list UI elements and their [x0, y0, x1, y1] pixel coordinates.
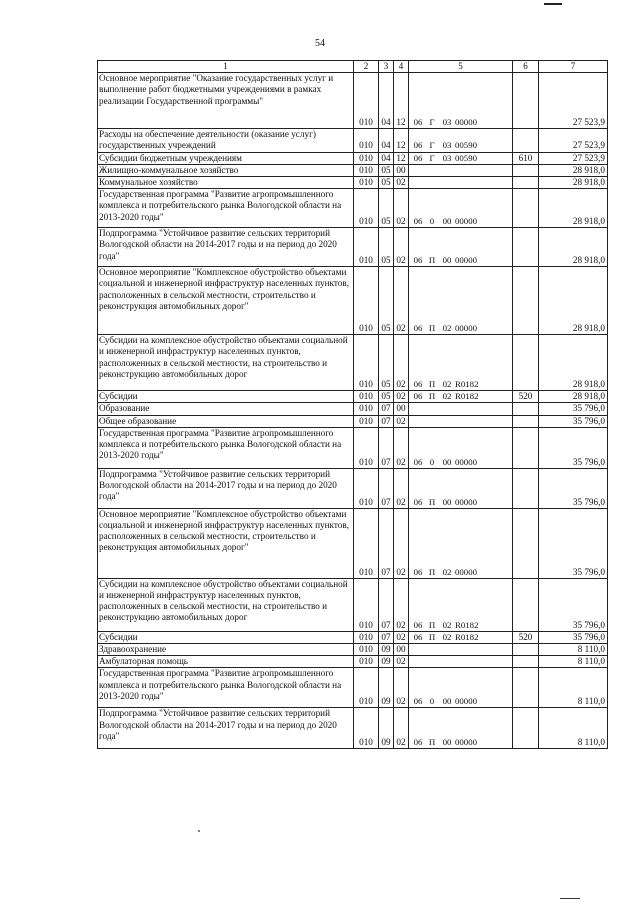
row-name-cell: Основное мероприятие "Комплексное обустройство объектами социальной и инженерной инфраструктур населенных пунктов, расположенных в сельской местности, строительство и реконструкция автомобильных дорог" [98, 508, 354, 578]
row-name-cell: Государственная программа "Развитие агропромышленного комплекса и потребительского рынка Вологодской области на 2013-2020 годы" [98, 668, 354, 708]
expense-type-cell [513, 656, 539, 668]
grbs-cell: 010 [354, 644, 379, 656]
header-cell: 3 [379, 61, 394, 73]
section-cell: 07 [379, 468, 394, 508]
table-row [98, 189, 608, 228]
subsection-cell: 12 [394, 129, 409, 152]
table-row [98, 578, 608, 631]
target-item-part: П [428, 631, 436, 642]
subsection-cell: 02 [394, 668, 409, 708]
target-item-cell [409, 391, 513, 403]
grbs-cell: 010 [354, 508, 379, 578]
section-cell: 09 [379, 656, 394, 668]
expense-type-cell [513, 578, 539, 631]
amount-cell: 28 918,0 [539, 177, 608, 189]
grbs-cell: 010 [354, 468, 379, 508]
grbs-cell: 010 [354, 129, 379, 152]
row-name-cell: Амбулаторная помощь [98, 656, 354, 668]
target-item-cell [409, 403, 513, 415]
grbs-cell: 010 [354, 403, 379, 415]
section-cell: 07 [379, 415, 394, 427]
target-item-part: 06 [413, 619, 423, 630]
target-item-part: 00 [442, 737, 452, 748]
expense-type-cell [513, 164, 539, 176]
table-row [98, 427, 608, 468]
target-item-cell [409, 644, 513, 656]
row-name-cell: Общее образование [98, 415, 354, 427]
subsection-cell: 02 [394, 656, 409, 668]
target-item-part: 06 [413, 566, 423, 577]
row-name-cell: Субсидии на комплексное обустройство объектами социальной и инженерной инфраструктур населенных пунктов, расположенных в сельской местности, на строительство и реконструкцию автомобильных дорог [98, 578, 354, 631]
section-cell: 04 [379, 73, 394, 129]
target-item-part: 03 [442, 152, 452, 163]
row-name-cell: Основное мероприятие "Комплексное обустройство объектами социальной и инженерной инфраструктур населенных пунктов, расположенных в сельской местности, строительство и реконструкция автомобильных дорог" [98, 267, 354, 335]
target-item-cell [409, 415, 513, 427]
grbs-cell: 010 [354, 73, 379, 129]
expense-type-cell [513, 177, 539, 189]
section-cell: 04 [379, 152, 394, 164]
amount-cell: 35 796,0 [539, 403, 608, 415]
amount-cell: 28 918,0 [539, 189, 608, 228]
target-item-part: П [428, 255, 436, 266]
grbs-cell: 010 [354, 427, 379, 468]
target-item-part: 02 [442, 566, 452, 577]
target-item-part: 06 [413, 255, 423, 266]
amount-cell: 28 918,0 [539, 335, 608, 391]
section-cell: 05 [379, 267, 394, 335]
section-cell: 09 [379, 644, 394, 656]
table-body [98, 73, 608, 749]
expense-type-cell [513, 668, 539, 708]
section-cell: 07 [379, 578, 394, 631]
row-name-cell: Основное мероприятие "Оказание государственных услуг и выполнение работ бюджетными учреждениями в рамках реализации Государственной программы" [98, 73, 354, 129]
target-item-part: 06 [413, 216, 423, 227]
grbs-cell: 010 [354, 656, 379, 668]
target-item-part: 02 [442, 391, 452, 402]
table-row [98, 644, 608, 656]
target-item-part: 00 [442, 456, 452, 467]
target-item-cell [409, 189, 513, 228]
expense-type-cell [513, 267, 539, 335]
expense-type-cell [513, 468, 539, 508]
target-item-cell [409, 73, 513, 129]
target-item-part: 00000 [455, 456, 477, 467]
target-item-part: 06 [413, 737, 423, 748]
subsection-cell: 00 [394, 644, 409, 656]
amount-cell: 35 796,0 [539, 427, 608, 468]
header-cell: 7 [539, 61, 608, 73]
scan-speck [198, 830, 200, 832]
section-cell: 05 [379, 189, 394, 228]
table-row [98, 177, 608, 189]
amount-cell: 27 523,9 [539, 129, 608, 152]
target-item-part: Г [429, 117, 435, 127]
expense-type-cell [513, 644, 539, 656]
header-cell: 2 [354, 61, 379, 73]
target-item-part: П [428, 379, 436, 390]
target-item-part: 00000 [455, 117, 477, 127]
target-item-part: Г [429, 140, 435, 151]
target-item-part: 0 [429, 216, 435, 227]
target-item-part: 06 [413, 391, 423, 402]
amount-cell: 8 110,0 [539, 656, 608, 668]
target-item-part: R0182 [455, 631, 479, 642]
amount-cell: 8 110,0 [539, 708, 608, 749]
subsection-cell: 02 [394, 631, 409, 643]
subsection-cell: 00 [394, 403, 409, 415]
subsection-cell: 02 [394, 391, 409, 403]
grbs-cell: 010 [354, 631, 379, 643]
subsection-cell: 02 [394, 468, 409, 508]
target-item-part: П [428, 496, 436, 507]
table-row [98, 403, 608, 415]
target-item-part: 00000 [455, 255, 477, 266]
subsection-cell: 02 [394, 267, 409, 335]
target-item-part: 00590 [455, 152, 477, 163]
grbs-cell: 010 [354, 668, 379, 708]
expense-type-cell [513, 228, 539, 267]
target-item-part: R0182 [455, 619, 479, 630]
section-cell: 05 [379, 164, 394, 176]
header-cell: 4 [394, 61, 409, 73]
target-item-cell [409, 631, 513, 643]
expense-type-cell: 520 [513, 631, 539, 643]
table-row [98, 228, 608, 267]
amount-cell: 8 110,0 [539, 644, 608, 656]
target-item-cell [409, 177, 513, 189]
amount-cell: 35 796,0 [539, 508, 608, 578]
row-name-cell: Коммунальное хозяйство [98, 177, 354, 189]
expense-type-cell [513, 427, 539, 468]
expense-type-cell [513, 508, 539, 578]
row-name-cell: Субсидии на комплексное обустройство объектами социальной и инженерной инфраструктур населенных пунктов, расположенных в сельской местности, на строительство и реконструкцию автомобильных дорог [98, 335, 354, 391]
section-cell: 09 [379, 668, 394, 708]
target-item-cell [409, 656, 513, 668]
target-item-cell [409, 129, 513, 152]
row-name-cell: Государственная программа "Развитие агропромышленного комплекса и потребительского рынка Вологодской области на 2013-2020 годы" [98, 427, 354, 468]
subsection-cell: 00 [394, 164, 409, 176]
row-name-cell: Подпрограмма "Устойчивое развитие сельских территорий Вологодской области на 2014-2017 годы и на период до 2020 года" [98, 708, 354, 749]
amount-cell: 27 523,9 [539, 152, 608, 164]
target-item-part: R0182 [455, 391, 479, 402]
target-item-cell [409, 267, 513, 335]
target-item-part: П [428, 391, 436, 402]
section-cell: 07 [379, 427, 394, 468]
target-item-part: 00000 [455, 737, 477, 748]
grbs-cell: 010 [354, 578, 379, 631]
target-item-part: П [428, 566, 436, 577]
target-item-part: 00 [442, 216, 452, 227]
expense-type-cell [513, 708, 539, 749]
table-row [98, 508, 608, 578]
table-row [98, 267, 608, 335]
header-cell: 5 [409, 61, 513, 73]
subsection-cell: 02 [394, 335, 409, 391]
row-name-cell: Подпрограмма "Устойчивое развитие сельских территорий Вологодской области на 2014-2017 годы и на период до 2020 года" [98, 468, 354, 508]
amount-cell: 8 110,0 [539, 668, 608, 708]
grbs-cell: 010 [354, 391, 379, 403]
expense-type-cell [513, 129, 539, 152]
table-row [98, 631, 608, 643]
header-cell: 1 [98, 61, 354, 73]
target-item-part: 06 [413, 152, 423, 163]
target-item-part: 00000 [455, 566, 477, 577]
page-number: 54 [315, 38, 325, 49]
target-item-part: 00000 [455, 696, 477, 707]
amount-cell: 35 796,0 [539, 578, 608, 631]
section-cell: 07 [379, 508, 394, 578]
table-row [98, 708, 608, 749]
table-row [98, 391, 608, 403]
section-cell: 05 [379, 335, 394, 391]
target-item-part: 00000 [455, 496, 477, 507]
grbs-cell: 010 [354, 415, 379, 427]
section-cell: 09 [379, 708, 394, 749]
amount-cell: 35 796,0 [539, 415, 608, 427]
row-name-cell: Субсидии [98, 631, 354, 643]
row-name-cell: Жилищно-коммунальное хозяйство [98, 164, 354, 176]
budget-table [97, 60, 608, 749]
section-cell: 05 [379, 391, 394, 403]
subsection-cell: 02 [394, 228, 409, 267]
amount-cell: 35 796,0 [539, 631, 608, 643]
grbs-cell: 010 [354, 267, 379, 335]
header-cell: 6 [513, 61, 539, 73]
expense-type-cell [513, 189, 539, 228]
grbs-cell: 010 [354, 177, 379, 189]
target-item-part: 06 [413, 117, 423, 127]
target-item-part: 00 [442, 255, 452, 266]
table-row [98, 468, 608, 508]
target-item-cell [409, 335, 513, 391]
amount-cell: 28 918,0 [539, 164, 608, 176]
target-item-cell [409, 152, 513, 164]
expense-type-cell [513, 415, 539, 427]
target-item-part: R0182 [455, 379, 479, 390]
table-row [98, 129, 608, 152]
grbs-cell: 010 [354, 335, 379, 391]
target-item-cell [409, 668, 513, 708]
grbs-cell: 010 [354, 164, 379, 176]
table-row [98, 668, 608, 708]
section-cell: 07 [379, 631, 394, 643]
target-item-part: 0 [429, 696, 435, 707]
expense-type-cell [513, 403, 539, 415]
grbs-cell: 010 [354, 152, 379, 164]
grbs-cell: 010 [354, 708, 379, 749]
target-item-cell [409, 708, 513, 749]
target-item-cell [409, 468, 513, 508]
grbs-cell: 010 [354, 189, 379, 228]
subsection-cell: 02 [394, 427, 409, 468]
subsection-cell: 02 [394, 177, 409, 189]
row-name-cell: Государственная программа "Развитие агропромышленного комплекса и потребительского рынка Вологодской области на 2013-2020 годы" [98, 189, 354, 228]
amount-cell: 28 918,0 [539, 267, 608, 335]
expense-type-cell [513, 335, 539, 391]
target-item-cell [409, 508, 513, 578]
subsection-cell: 02 [394, 708, 409, 749]
target-item-part: 0 [429, 456, 435, 467]
target-item-part: 02 [442, 323, 452, 334]
table-header-row [98, 61, 608, 73]
expense-type-cell: 610 [513, 152, 539, 164]
target-item-part: 02 [442, 619, 452, 630]
row-name-cell: Субсидии [98, 391, 354, 403]
section-cell: 04 [379, 129, 394, 152]
amount-cell: 28 918,0 [539, 391, 608, 403]
section-cell: 05 [379, 228, 394, 267]
target-item-part: 02 [442, 631, 452, 642]
row-name-cell: Здравоохранение [98, 644, 354, 656]
expense-type-cell [513, 73, 539, 129]
target-item-cell [409, 578, 513, 631]
corner-scan-mark [544, 3, 562, 5]
target-item-part: 06 [413, 456, 423, 467]
subsection-cell: 02 [394, 189, 409, 228]
target-item-part: П [428, 323, 436, 334]
target-item-part: 03 [442, 117, 452, 127]
target-item-part: 00590 [455, 140, 477, 151]
table-row [98, 73, 608, 129]
table-row [98, 335, 608, 391]
row-name-cell: Расходы на обеспечение деятельности (оказание услуг) государственных учреждений [98, 129, 354, 152]
amount-cell: 35 796,0 [539, 468, 608, 508]
target-item-cell [409, 427, 513, 468]
target-item-part: 06 [413, 631, 423, 642]
target-item-part: 06 [413, 323, 423, 334]
table-row [98, 415, 608, 427]
target-item-part: 06 [413, 379, 423, 390]
row-name-cell: Субсидии бюджетным учреждениям [98, 152, 354, 164]
target-item-cell [409, 164, 513, 176]
target-item-part: 00 [442, 496, 452, 507]
target-item-part: П [428, 737, 436, 748]
row-name-cell: Образование [98, 403, 354, 415]
section-cell: 05 [379, 177, 394, 189]
subsection-cell: 12 [394, 73, 409, 129]
subsection-cell: 02 [394, 508, 409, 578]
target-item-part: 00000 [455, 216, 477, 227]
subsection-cell: 02 [394, 415, 409, 427]
target-item-part: 00000 [455, 323, 477, 334]
target-item-part: 06 [413, 140, 423, 151]
target-item-part: 02 [442, 379, 452, 390]
target-item-part: 03 [442, 140, 452, 151]
target-item-cell [409, 228, 513, 267]
table-row [98, 152, 608, 164]
subsection-cell: 12 [394, 152, 409, 164]
target-item-part: Г [429, 152, 435, 163]
target-item-part: 06 [413, 496, 423, 507]
section-cell: 07 [379, 403, 394, 415]
bottom-scan-mark [560, 898, 580, 899]
amount-cell: 27 523,9 [539, 73, 608, 129]
amount-cell: 28 918,0 [539, 228, 608, 267]
target-item-part: 06 [413, 696, 423, 707]
target-item-part: 00 [442, 696, 452, 707]
table-row [98, 656, 608, 668]
expense-type-cell: 520 [513, 391, 539, 403]
row-name-cell: Подпрограмма "Устойчивое развитие сельских территорий Вологодской области на 2014-2017 годы и на период до 2020 года" [98, 228, 354, 267]
target-item-part: П [428, 619, 436, 630]
table-row [98, 164, 608, 176]
subsection-cell: 02 [394, 578, 409, 631]
grbs-cell: 010 [354, 228, 379, 267]
